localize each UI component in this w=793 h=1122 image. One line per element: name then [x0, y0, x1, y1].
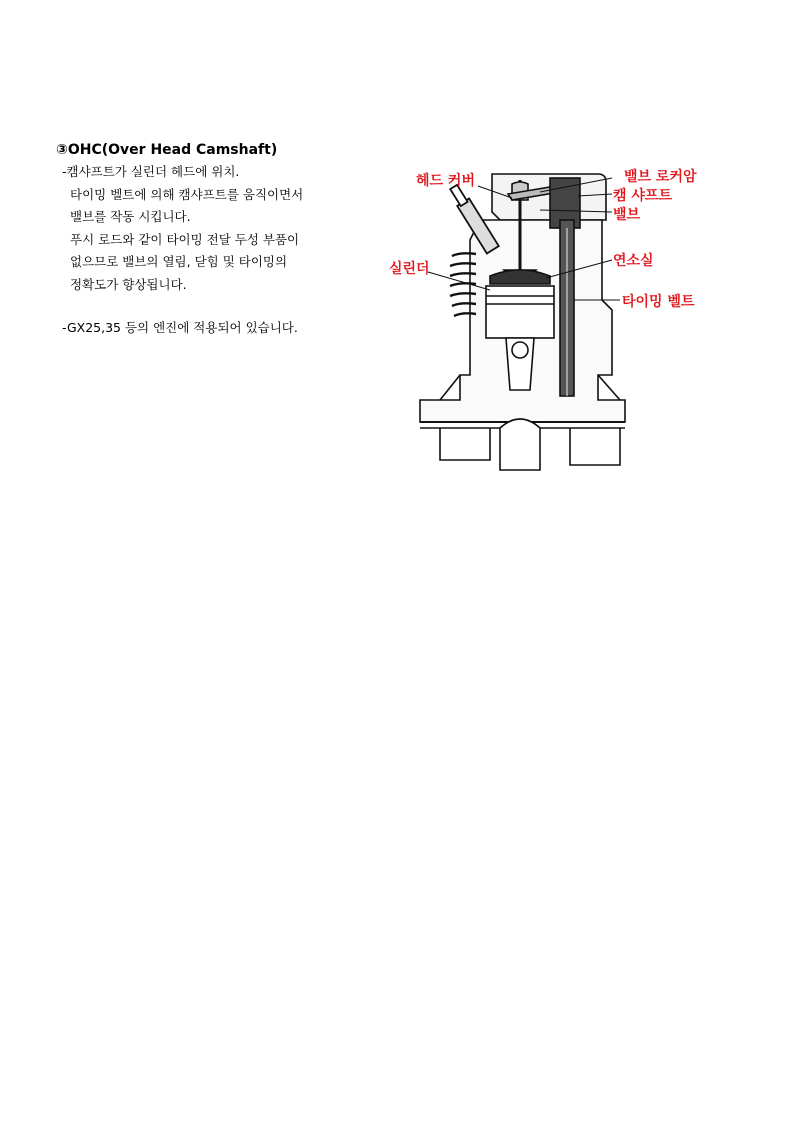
- label-head-cover: 헤드 커버: [416, 173, 475, 189]
- engine-cutaway-illustration: [380, 160, 710, 480]
- label-valve-rocker-arm: 밸브 로커암: [624, 169, 697, 185]
- label-camshaft: 캠 샤프트: [613, 188, 672, 204]
- label-combustion-chamber: 연소실: [613, 253, 654, 269]
- label-valve: 밸브: [613, 207, 641, 223]
- description-line: -캠샤프트가 실린더 헤드에 위치.: [62, 164, 240, 179]
- description-line: 타이밍 벨트에 의해 캠샤프트를 움직이면서: [70, 186, 304, 202]
- description-line: 밸브를 작동 시킵니다.: [70, 209, 191, 224]
- description-line: 정확도가 향상됩니다.: [70, 276, 187, 292]
- section-heading: ③OHC(Over Head Camshaft): [56, 142, 278, 158]
- ohc-engine-diagram: [380, 160, 710, 480]
- label-timing-belt: 타이밍 벨트: [622, 294, 695, 310]
- description-paragraph: [62, 161, 303, 296]
- description-line: 없으므로 밸브의 열림, 닫힘 및 타이밍의: [70, 254, 288, 269]
- label-cylinder: 실린더: [389, 261, 430, 277]
- application-note: -GX25,35 등의 엔진에 적용되어 있습니다.: [62, 320, 298, 335]
- description-line: 푸시 로드와 같이 타이밍 전달 두성 부품이: [70, 231, 300, 247]
